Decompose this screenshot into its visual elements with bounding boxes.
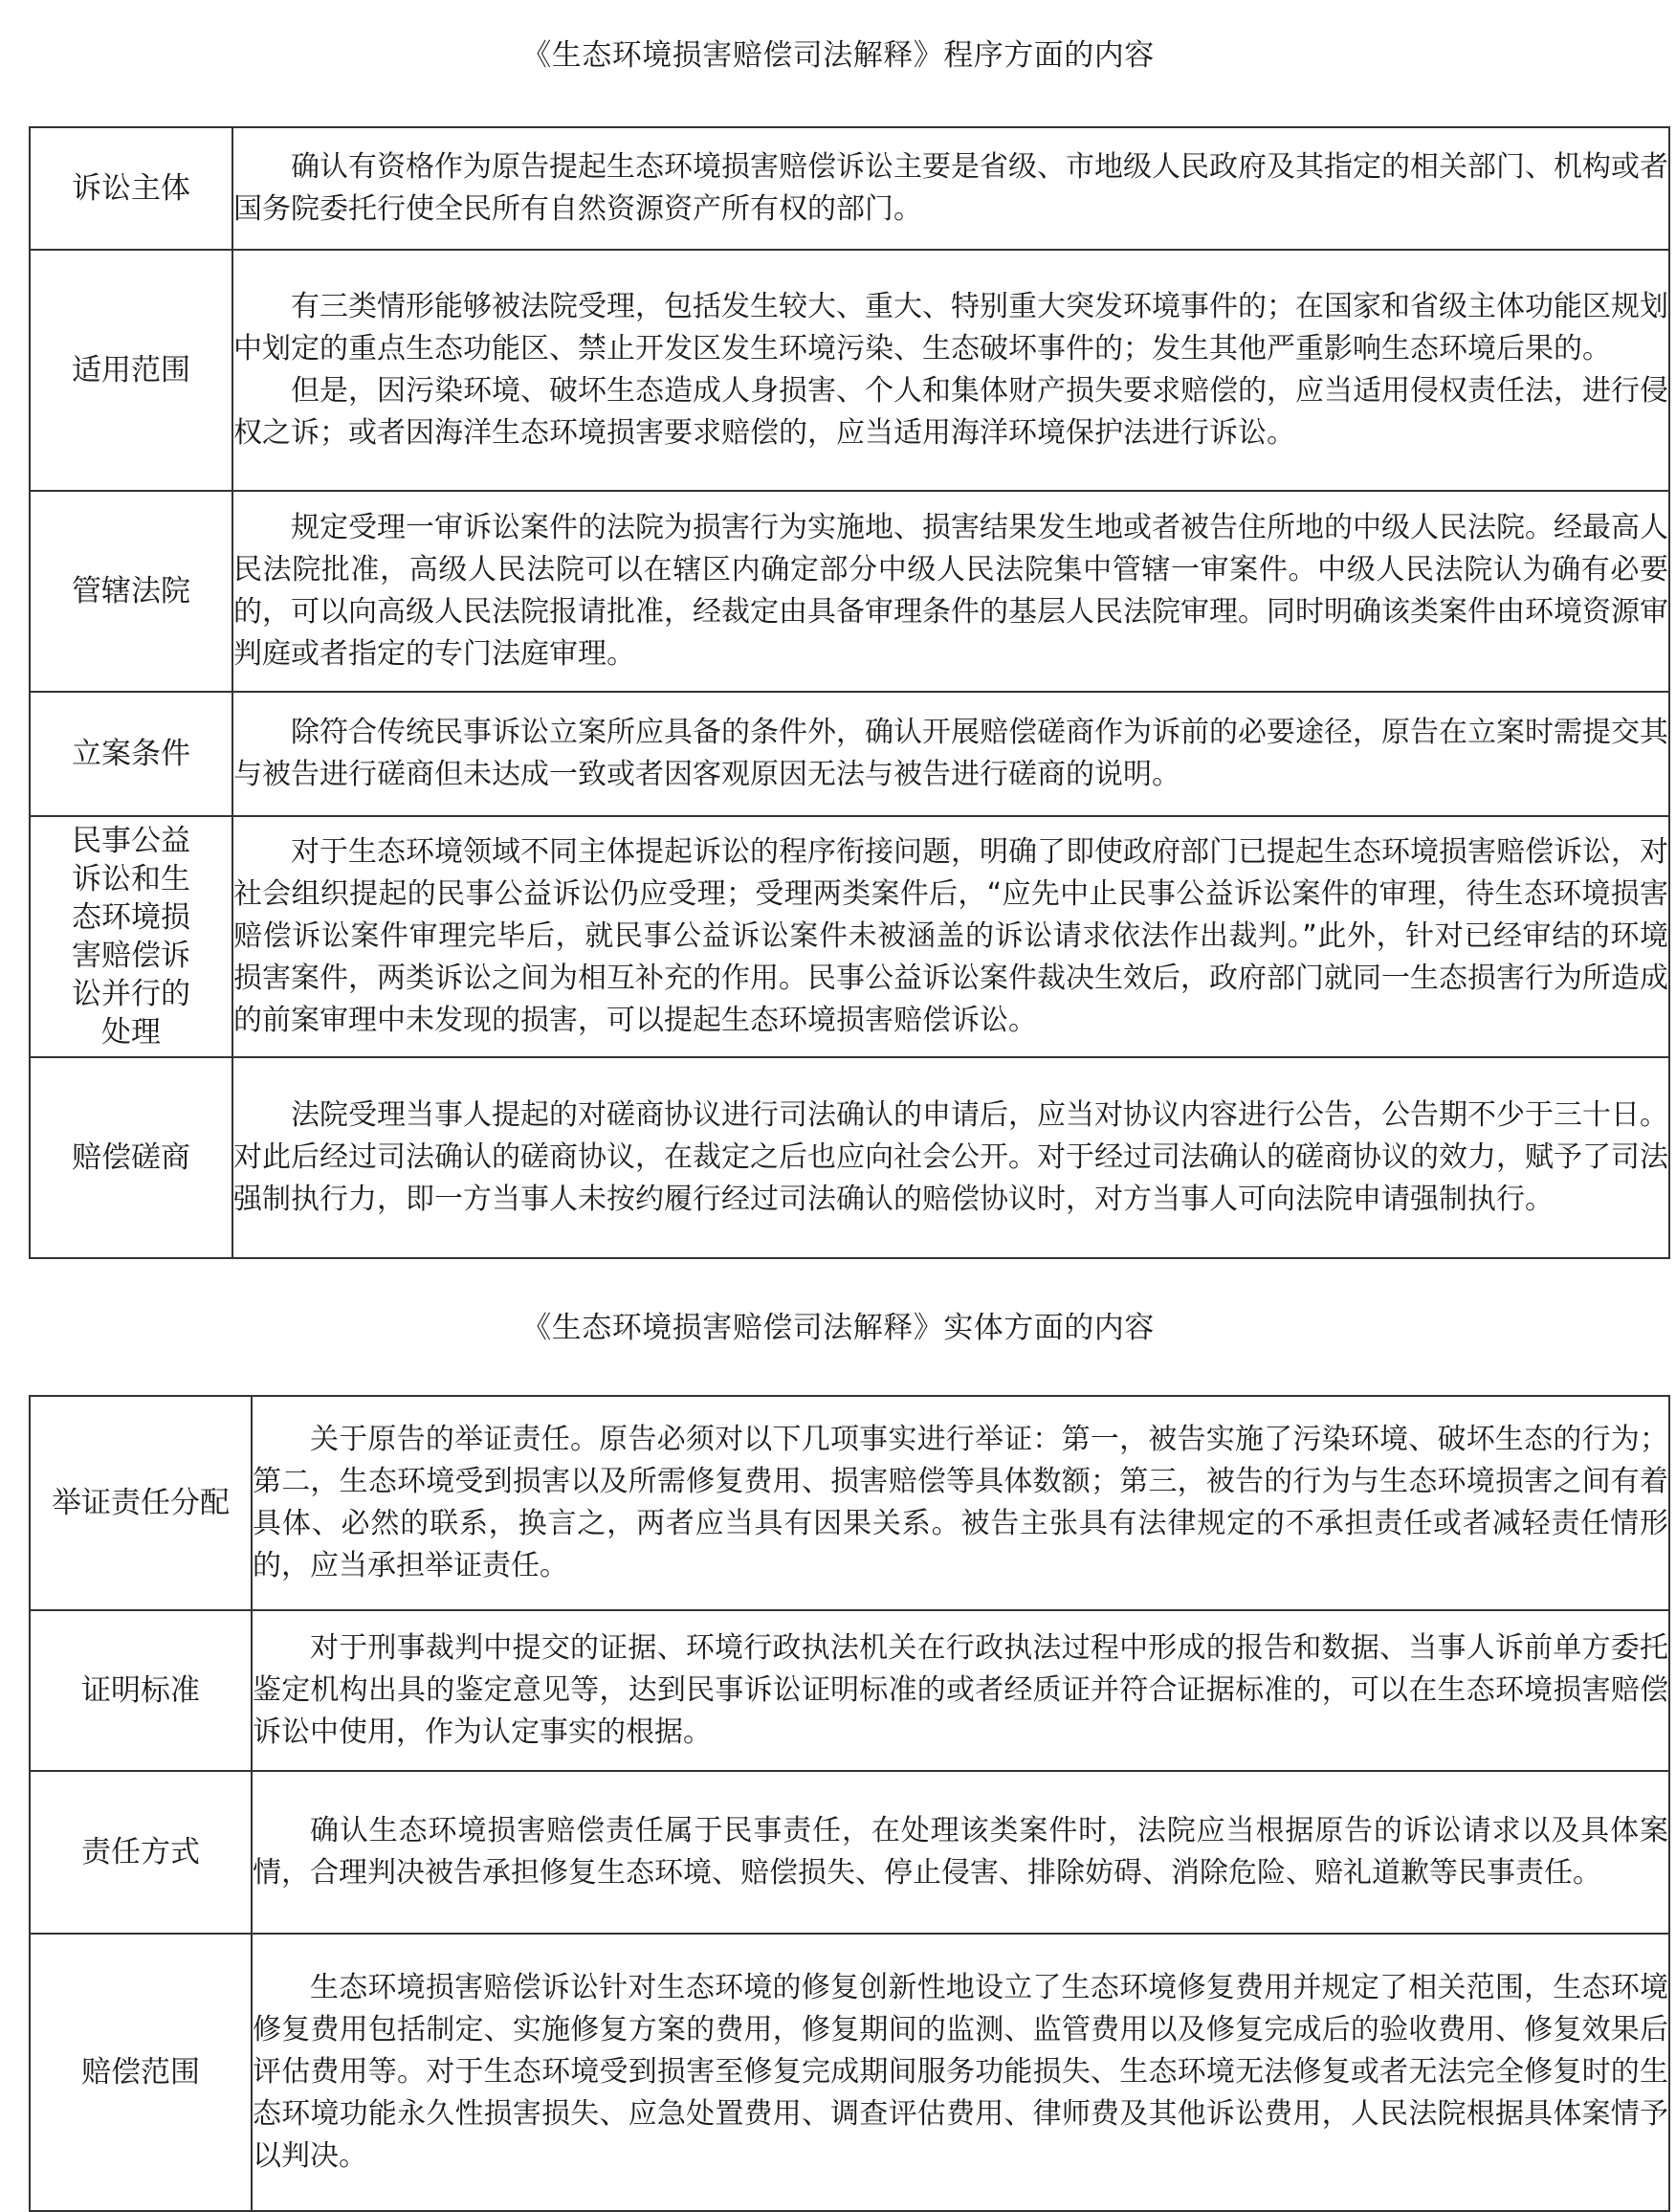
substance-table (29, 1395, 1670, 2212)
table-row (30, 1057, 1669, 1258)
row-content (232, 127, 1669, 250)
table-row (30, 692, 1669, 816)
content-paragraph: 确认有资格作为原告提起生态环境损害赔偿诉讼主要是省级、市地级人民政府及其指定的相关部门、机构或者国务院委托行使全民所有自然资源资产所有权的部门。 (233, 150, 1668, 226)
content-paragraph: 法院受理当事人提起的对磋商协议进行司法确认的申请后，应当对协议内容进行公告，公告期不少于三十日。对此后经过司法确认的磋商协议，在裁定之后也应向社会公开。对于经过司法确认的磋商协议的效力，赋予了司法强制执行力，即一方当事人未按约履行经过司法确认的赔偿协议时，对方当事人可向法院申请强制执行。 (233, 1098, 1668, 1216)
table-row (30, 1610, 1669, 1771)
row-label: 赔偿范围 (30, 1934, 252, 2211)
table-row (30, 1396, 1669, 1610)
row-content (252, 1610, 1669, 1771)
row-label: 赔偿磋商 (30, 1057, 232, 1258)
row-content (232, 250, 1669, 491)
row-label-text: 民事公益诉讼和生态环境损害赔偿诉讼并行的处理 (72, 824, 190, 1050)
row-content (232, 816, 1669, 1057)
content-paragraph: 确认生态环境损害赔偿责任属于民事责任，在处理该类案件时，法院应当根据原告的诉讼请求以及具体案情，合理判决被告承担修复生态环境、赔偿损失、停止侵害、排除妨碍、消除危险、赔礼道歉等民事责任。 (253, 1814, 1668, 1890)
row-content (252, 1934, 1669, 2211)
table-row (30, 816, 1669, 1057)
content-paragraph: 对于刑事裁判中提交的证据、环境行政执法机关在行政执法过程中形成的报告和数据、当事人诉前单方委托鉴定机构出具的鉴定意见等，达到民事诉讼证明标准的或者经质证并符合证据标准的，可以在生态环境损害赔偿诉讼中使用，作为认定事实的根据。 (253, 1631, 1668, 1749)
row-label: 举证责任分配 (30, 1396, 252, 1610)
content-paragraph: 生态环境损害赔偿诉讼针对生态环境的修复创新性地设立了生态环境修复费用并规定了相关范围，生态环境修复费用包括制定、实施修复方案的费用，修复期间的监测、监管费用以及修复完成后的验收费用、修复效果后评估费用等。对于生态环境受到损害至修复完成期间服务功能损失、生态环境无法修复或者无法完全修复时的生态环境功能永久性损害损失、应急处置费用、调查评估费用、律师费及其他诉讼费用，人民法院根据具体案情予以判决。 (253, 1971, 1668, 2173)
content-paragraph: 对于生态环境领域不同主体提起诉讼的程序衔接问题，明确了即使政府部门已提起生态环境损害赔偿诉讼，对社会组织提起的民事公益诉讼仍应受理；受理两类案件后，“应先中止民事公益诉讼案件的审理，待生态环境损害赔偿诉讼案件审理完毕后，就民事公益诉讼案件未被涵盖的诉讼请求依法作出裁判。”此外，针对已经审结的环境损害案件，两类诉讼之间为相互补充的作用。民事公益诉讼案件裁决生效后，政府部门就同一生态损害行为所造成的前案审理中未发现的损害，可以提起生态环境损害赔偿诉讼。 (233, 835, 1668, 1037)
substance-section-title: 《生态环境损害赔偿司法解释》实体方面的内容 (521, 1311, 1155, 1345)
row-label: 责任方式 (30, 1771, 252, 1934)
row-label: 管辖法院 (30, 491, 232, 692)
table-row (30, 1771, 1669, 1934)
table-row (30, 127, 1669, 250)
table-row (30, 491, 1669, 692)
row-label: 立案条件 (30, 692, 232, 816)
table-row (30, 250, 1669, 491)
content-paragraph: 有三类情形能够被法院受理，包括发生较大、重大、特别重大突发环境事件的；在国家和省级主体功能区规划中划定的重点生态功能区、禁止开发区发生环境污染、生态破坏事件的；发生其他严重影响生态环境后果的。 (233, 290, 1668, 365)
row-content (232, 1057, 1669, 1258)
row-label: 适用范围 (30, 250, 232, 491)
content-paragraph: 除符合传统民事诉讼立案所应具备的条件外，确认开展赔偿磋商作为诉前的必要途径，原告在立案时需提交其与被告进行磋商但未达成一致或者因客观原因无法与被告进行磋商的说明。 (233, 716, 1668, 791)
row-label: 证明标准 (30, 1610, 252, 1771)
row-label: 诉讼主体 (30, 127, 232, 250)
procedure-section-title: 《生态环境损害赔偿司法解释》程序方面的内容 (521, 38, 1155, 73)
table-row (30, 1934, 1669, 2211)
row-content (252, 1771, 1669, 1934)
procedure-table (29, 126, 1670, 1259)
row-content (252, 1396, 1669, 1610)
row-label (30, 816, 232, 1057)
content-paragraph: 但是，因污染环境、破坏生态造成人身损害、个人和集体财产损失要求赔偿的，应当适用侵权责任法，进行侵权之诉；或者因海洋生态环境损害要求赔偿的，应当适用海洋环境保护法进行诉讼。 (233, 374, 1668, 450)
content-paragraph: 规定受理一审诉讼案件的法院为损害行为实施地、损害结果发生地或者被告住所地的中级人民法院。经最高人民法院批准，高级人民法院可以在辖区内确定部分中级人民法院集中管辖一审案件。中级人民法院认为确有必要的，可以向高级人民法院报请批准，经裁定由具备审理条件的基层人民法院审理。同时明确该类案件由环境资源审判庭或者指定的专门法庭审理。 (233, 511, 1668, 671)
row-content (232, 491, 1669, 692)
content-paragraph: 关于原告的举证责任。原告必须对以下几项事实进行举证：第一，被告实施了污染环境、破坏生态的行为；第二，生态环境受到损害以及所需修复费用、损害赔偿等具体数额；第三，被告的行为与生态环境损害之间有着具体、必然的联系，换言之，两者应当具有因果关系。被告主张具有法律规定的不承担责任或者减轻责任情形的，应当承担举证责任。 (253, 1423, 1668, 1582)
row-content (232, 692, 1669, 816)
